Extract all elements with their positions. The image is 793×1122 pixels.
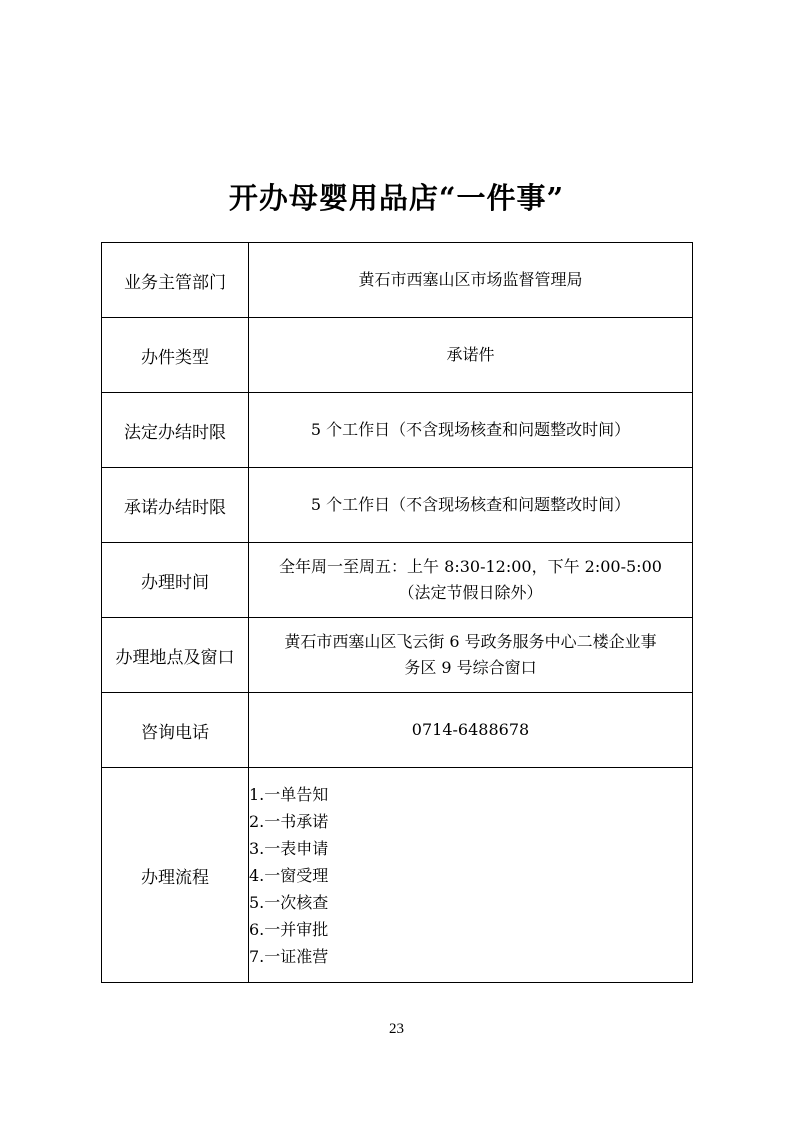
list-item: 3.一表申请: [249, 838, 329, 858]
table-row-legal-time-limit: [102, 393, 693, 468]
department-value: 黄石市西塞山区市场监督管理局: [249, 243, 693, 318]
legal-time-limit-label: 法定办结时限: [102, 393, 249, 468]
department-label: 业务主管部门: [102, 243, 249, 318]
table-row-location: [102, 618, 693, 693]
office-hours-value: [249, 543, 693, 618]
table-row-process-flow: [102, 768, 693, 983]
page-number: 23: [389, 1021, 404, 1037]
process-flow-cell: [249, 768, 693, 983]
list-item: 5.一次核查: [249, 892, 329, 912]
table-row-office-hours: [102, 543, 693, 618]
office-hours-label: 办理时间: [102, 543, 249, 618]
list-item: 6.一并审批: [249, 919, 329, 939]
list-item: 4.一窗受理: [249, 865, 329, 885]
promised-time-limit-value: 5 个工作日（不含现场核查和问题整改时间）: [249, 468, 693, 543]
location-line-2: 务区 9 号综合窗口: [404, 658, 537, 677]
location-line-1: 黄石市西塞山区飞云街 6 号政务服务中心二楼企业事: [284, 632, 657, 651]
list-item: 1.一单告知: [249, 784, 329, 804]
service-info-table: [101, 242, 693, 983]
case-type-label: 办件类型: [102, 318, 249, 393]
promised-time-limit-label: 承诺办结时限: [102, 468, 249, 543]
case-type-value: 承诺件: [249, 318, 693, 393]
phone-label: 咨询电话: [102, 693, 249, 768]
table-row-department: [102, 243, 693, 318]
location-value: [249, 618, 693, 693]
process-flow-label: 办理流程: [102, 768, 249, 983]
location-label: 办理地点及窗口: [102, 618, 249, 693]
legal-time-limit-value: 5 个工作日（不含现场核查和问题整改时间）: [249, 393, 693, 468]
office-hours-line-2: （法定节假日除外）: [398, 583, 543, 602]
list-item: 2.一书承诺: [249, 811, 329, 831]
table-row-case-type: [102, 318, 693, 393]
phone-value: 0714-6488678: [249, 693, 693, 768]
office-hours-line-1: 全年周一至周五：上午 8:30-12:00，下午 2:00-5:00: [279, 557, 662, 576]
table-row-promised-time-limit: [102, 468, 693, 543]
document-title: 开办母婴用品店“一件事”: [228, 181, 565, 215]
table-row-phone: [102, 693, 693, 768]
process-flow-list: [249, 781, 692, 970]
list-item: 7.一证准营: [249, 946, 329, 966]
